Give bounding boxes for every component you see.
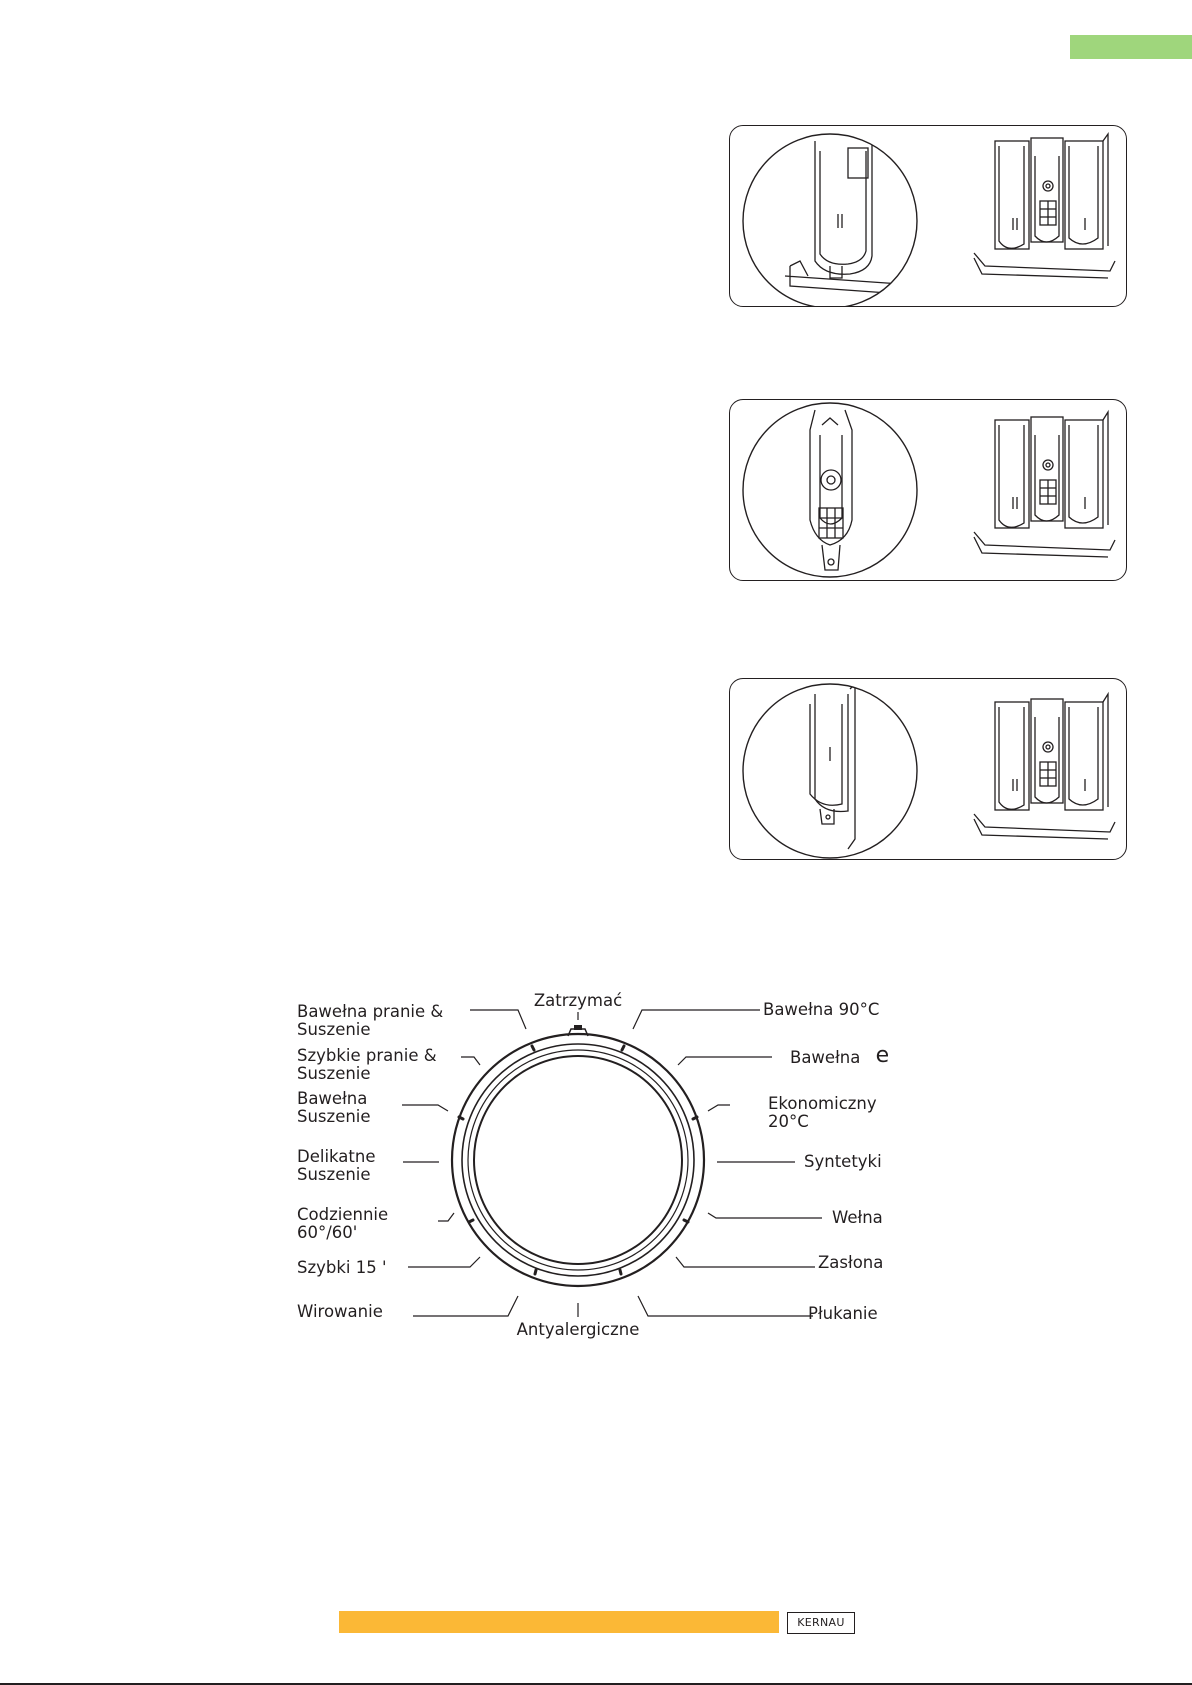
- section-tab: [1070, 35, 1192, 59]
- drawer-figure-2: [729, 399, 1127, 581]
- zoom-circle: [743, 134, 917, 306]
- program-dial: [0, 950, 1192, 1370]
- brand-logo: KERNAU: [787, 1612, 855, 1634]
- label-cotton-wash-dry: Bawełna pranie & Suszenie: [297, 1002, 444, 1039]
- label-eco-20: Ekonomiczny 20°C: [768, 1094, 877, 1131]
- label-cotton-eco: Bawełna e: [790, 1043, 890, 1068]
- footer-bar: [339, 1611, 779, 1633]
- program-dial-diagram: [0, 950, 1192, 1370]
- label-cotton-dry: Bawełna Suszenie: [297, 1089, 371, 1126]
- drawer-illustration-3: [730, 679, 1126, 859]
- label-quick-15: Szybki 15 ': [297, 1258, 387, 1277]
- zoom-circle: [743, 684, 917, 858]
- label-quick-wash-dry: Szybkie pranie & Suszenie: [297, 1046, 437, 1083]
- label-daily-60: Codziennie 60°/60': [297, 1205, 389, 1242]
- label-wool: Wełna: [832, 1208, 883, 1227]
- label-stop: Zatrzymać: [533, 991, 623, 1010]
- label-spin: Wirowanie: [297, 1302, 383, 1321]
- drawer-illustration-1: [730, 126, 1126, 306]
- drawer-drawing: [974, 134, 1115, 278]
- label-rinse: Płukanie: [808, 1304, 878, 1323]
- label-antiallergic: Antyalergiczne: [516, 1320, 640, 1339]
- drawer-figure-1: [729, 125, 1127, 307]
- label-delicate-dry: Delikatne Suszenie: [297, 1147, 376, 1184]
- drawer-drawing: [974, 412, 1115, 557]
- drawer-drawing: [974, 694, 1115, 839]
- drawer-figure-3: [729, 678, 1127, 860]
- drawer-illustration-2: [730, 400, 1126, 580]
- label-curtain: Zasłona: [818, 1253, 884, 1272]
- label-cotton-90: Bawełna 90°C: [763, 1000, 880, 1019]
- eco-e-icon: e: [875, 1043, 890, 1068]
- label-synthetics: Syntetyki: [804, 1152, 882, 1171]
